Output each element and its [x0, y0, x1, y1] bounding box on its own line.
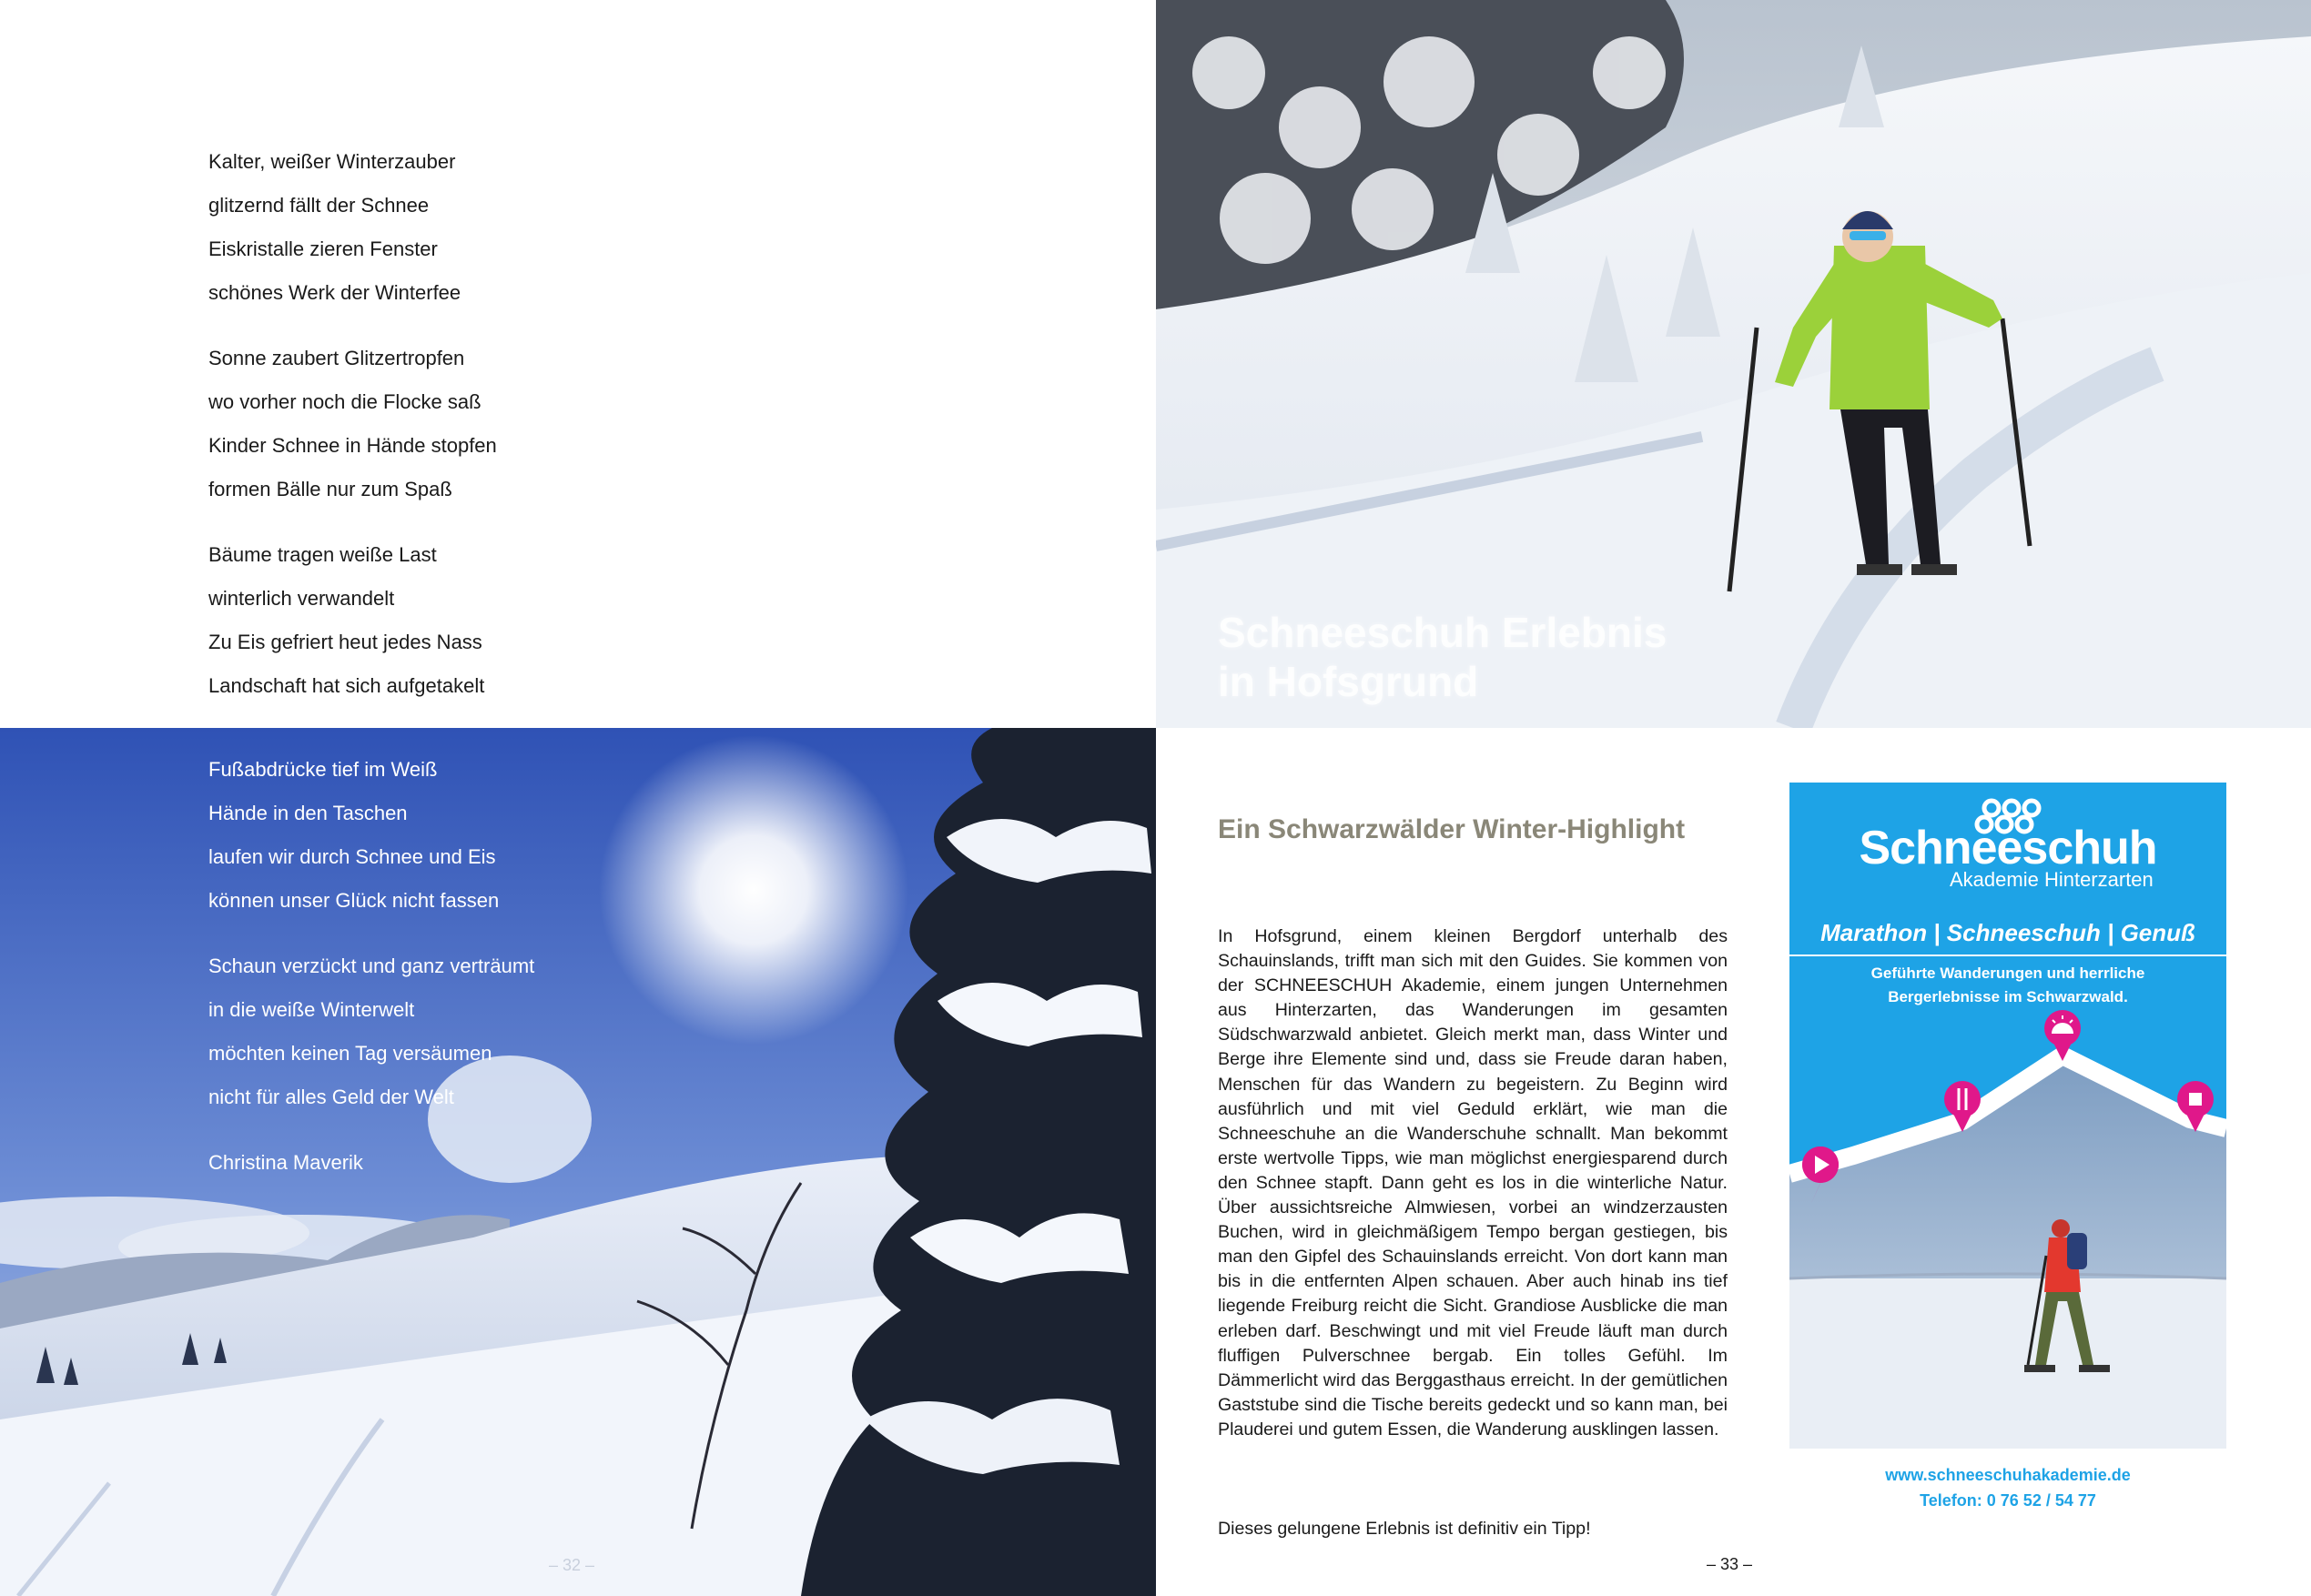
poem-line: Sonne zaubert Glitzertropfen — [208, 347, 465, 369]
poem-line: winterlich verwandelt — [208, 587, 395, 610]
poem-line: Schaun verzückt und ganz verträumt — [208, 955, 535, 977]
poem-line: in die weiße Winterwelt — [208, 998, 415, 1021]
poem-line: Kinder Schnee in Hände stopfen — [208, 434, 497, 457]
article-paragraph: In Hofsgrund, einem kleinen Bergdorf unterhalb des Schauinslands, trifft man sich mit den Guides. Sie kommen von der SCHNEESCHUH Akademie, einem jungen Unternehmen aus Hinterzarten, das Wanderungen im gesamten Südschwarzwald anbietet. Gleich merkt man, dass Winter und Berge ihre Elemente sind und, dass sie Freude daran haben, Menschen für das Wandern zu begeistern. Zu Beginn wird ausführlich und mit viel Geduld erklärt, wie man die Schneeschuhe an die Wanderschuhe schnallt. Man bekommt erste wertvolle Tipps, wie man möglichst energiesparend durch den Schnee stapft. Dann geht es los in die winterliche Natur. Über aussichtsreiche Almwiesen, vorbei an windzerzausten Buchen, wird in gleichmäßigem Tempo bergan gestiegen, bis man den Gipfel des Schauinslands erreicht. Von dort kann man bis in die entfernten Alpen schauen. Aber auch hinab ins tief liegende Freiburg reicht die Sicht. Grandiose Ausblicke die man erleben darf. Beschwingt und mit viel Freude läuft man durch fluffigen Pulverschnee bergab. Ein tolles Gefühl. Im Dämmerlicht wird das Berggasthaus erreicht. In der gemütlichen Gaststube sind die Tische bereits gedeckt und so kann man, bei Plauderei und gutem Essen, die Wanderung ausklingen lassen. — [1218, 926, 1728, 1439]
ad-tagline: Marathon | Schneeschuh | Genuß — [1820, 919, 2195, 946]
ad-website-link[interactable]: www.schneeschuhakademie.de — [1885, 1466, 2131, 1484]
article-closing: Dieses gelungene Erlebnis ist definitiv ein Tipp! — [1218, 1519, 1591, 1539]
poem-line: schönes Werk der Winterfee — [208, 281, 461, 304]
poem-line: Hände in den Taschen — [208, 802, 408, 824]
page-number-left: – 32 – — [549, 1556, 595, 1574]
ad-brand-name: Schneeschuh — [1859, 822, 2157, 874]
article-body — [1218, 924, 1728, 1442]
page-number-right: – 33 – — [1707, 1555, 1753, 1573]
ad-subtitle: Akademie Hinterzarten — [1950, 868, 2154, 891]
winter-forest-illustration — [0, 728, 1156, 1596]
poem-line: formen Bälle nur zum Spaß — [208, 478, 452, 500]
snowshoe-hiker-photo — [1156, 0, 2311, 728]
ad-description: Bergerlebnisse im Schwarzwald. — [1888, 988, 2128, 1005]
photo-title-line2: in Hofsgrund — [1218, 658, 1479, 705]
poem-line: wo vorher noch die Flocke saß — [208, 390, 481, 413]
poem-line: Eiskristalle zieren Fenster — [208, 237, 438, 260]
poem-line: Fußabdrücke tief im Weiß — [208, 758, 438, 781]
article-heading: Ein Schwarzwälder Winter-Highlight — [1218, 814, 1686, 844]
ad-description: Geführte Wanderungen und herrliche — [1870, 965, 2145, 982]
right-page — [1156, 0, 2311, 1596]
poem-line: laufen wir durch Schnee und Eis — [208, 845, 496, 868]
poem-line: nicht für alles Geld der Welt — [208, 1086, 454, 1108]
poem-line: können unser Glück nicht fassen — [208, 889, 500, 912]
poem-author: Christina Maverik — [208, 1151, 363, 1174]
poem-line: Kalter, weißer Winterzauber — [208, 150, 456, 173]
poem-line: Landschaft hat sich aufgetakelt — [208, 674, 485, 697]
poem-line: Zu Eis gefriert heut jedes Nass — [208, 631, 482, 653]
ad-phone: Telefon: 0 76 52 / 54 77 — [1920, 1491, 2096, 1510]
poem-line: möchten keinen Tag versäumen — [208, 1042, 492, 1065]
schneeschuh-advertisement — [1789, 783, 2226, 1449]
poem-line: glitzernd fällt der Schnee — [208, 194, 430, 217]
poem-line: Bäume tragen weiße Last — [208, 543, 437, 566]
photo-title-line1: Schneeschuh Erlebnis — [1218, 609, 1667, 656]
winter-forest-photo — [0, 728, 1156, 1596]
